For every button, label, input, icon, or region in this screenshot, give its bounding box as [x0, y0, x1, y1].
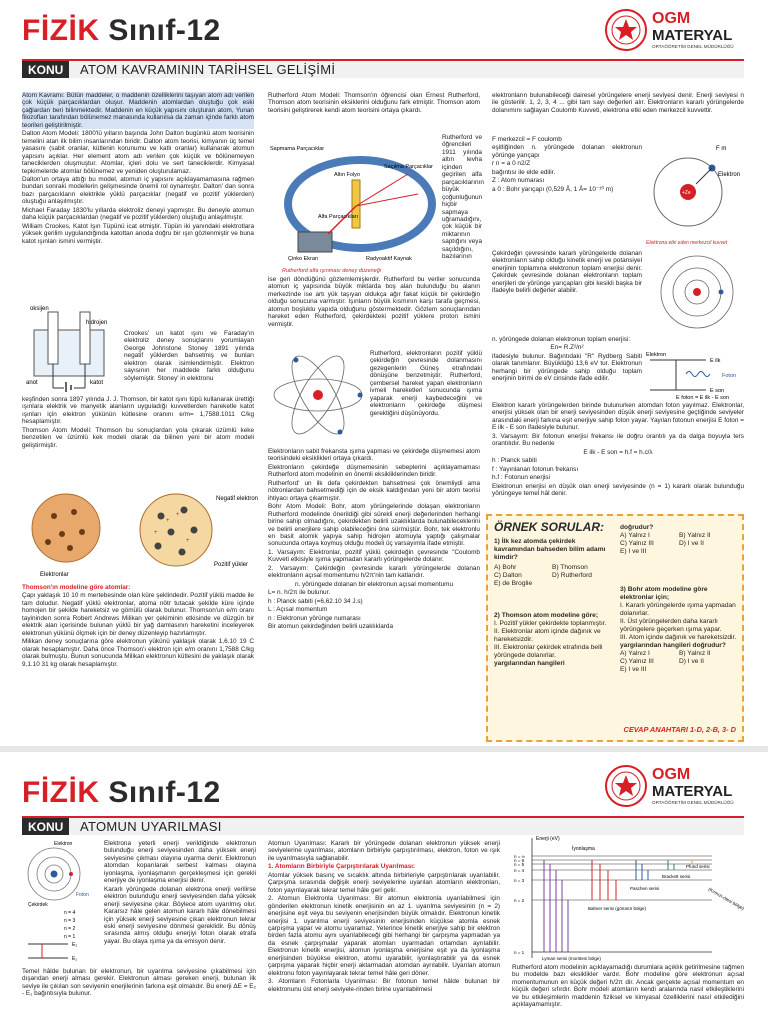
label-sapmama: Sapmama Parçacıklar — [270, 146, 325, 152]
level-1: n = 1 — [514, 950, 525, 955]
q2-dogrudur: doğrudur? — [620, 524, 654, 531]
level-4: n = 4 — [514, 868, 525, 873]
rutherford-experiment-figure — [268, 134, 440, 274]
rutherford-orbit-paragraph: Rutherford, elektronların pozitif yüklü çekirdeğin çevresinde dolanmasını gezegenlerin Güneş etrafındaki dönüşüne benzetmiştir. Rutherford, çembersel hareket yapan elektronların ivmeli hareketleri sonucunda ışıma yaparak enerji kaybedeceğini ve elektronların çekirdeğe düşmesi gerektiğini düşünüyordu. — [370, 350, 482, 417]
q3-option-a[interactable]: A) Yalnız I — [620, 650, 650, 657]
cekirdek-text: Rutherford' un ilk defa çekirdekten bahsetmesi çok önemliydi ama nötronlardan bahsetmediği için de eksik kaldığından yeni bir atom teorisi ihtiyacı ortaya çıkarmıştır. — [268, 479, 480, 502]
q2-item-1: I. Pozitif yükler çekirdekte toplanmıştır. — [494, 620, 607, 627]
radius-lead: eşitliğinden n. yörüngede dolanan elektronun yörünge yarıçapı — [492, 144, 642, 159]
page-2-seal-icon — [604, 764, 648, 808]
stoney-text: Crookes' un katot ışını ve Faraday'ın elektroliz deney sonuçlarını yorumlayan George Johnstone Stoney 1891 yılında negatif yüklerden bahsetmiş ve bunları elektron olarak isimlendirmiştir. Elektron sayısının her maddede farklı olduğunu söylemiştir. Stoney' in elektronu — [124, 330, 254, 382]
q3-item-2: II. Üst yörüngelerden daha kararlı yörüngelere geçerken ışıma yapar. — [620, 618, 722, 633]
title-subject: FİZİK — [22, 14, 100, 47]
radius-formula: r n = a 0 n2/Z — [492, 160, 531, 168]
question-3-options — [620, 650, 738, 674]
page-two — [0, 752, 768, 1024]
page-2-column-3 — [512, 964, 744, 1022]
excitation-paragraph: Elektrona yeterli enerji verildiğinde elektronun bulunduğu enerji seviyesinden daha yüksek enerji seviyesine çıkması olayına uyarma denir. Elektronun atomdan koparılarak serbest kalması olayına iyonlaşma, iyonlaşmanın gerçekleşmesi için gerekli enerjiye de iyonlaşma enerjisi denir. — [104, 840, 256, 885]
column-1-text — [22, 92, 254, 300]
question-2 — [494, 612, 610, 668]
label-anot: anot — [26, 380, 38, 386]
energy-lead: n. yörüngede dolanan elektronun toplam enerjisi: — [492, 336, 631, 343]
title-grade: Sınıf-12 — [99, 14, 221, 47]
bohr-radius-section — [492, 136, 642, 220]
page-2-title-subject: FİZİK — [22, 776, 100, 809]
page-2-column-1-bottom — [22, 968, 256, 1020]
radius-tail: bağıntısı ile elde edilir. — [492, 168, 556, 176]
q2-option-b[interactable]: B) Yalnız II — [679, 532, 711, 539]
label-e1: E₁ — [72, 956, 78, 962]
force-equality: F merkezcil = F coulomb — [492, 136, 562, 143]
frequency-def: f : Yayınlanan fotonun frekansı — [492, 465, 579, 473]
atom-excitation-paragraph: Atomun Uyarılması: Kararlı bir yörüngede dolanan elektronun yüksek enerji seviyelerine uyarılması, atomların birbiriyle çarpıştırılması, elektron, foton ve ışık ile uyarılmasıyla sağlanabilir. — [268, 840, 500, 862]
svg-text:+: + — [166, 518, 170, 524]
q3-option-c[interactable]: C) Yalnız III — [620, 658, 654, 665]
planck-def: h : Planck sabiti — [492, 457, 537, 465]
q2-option-d[interactable]: D) I ve II — [679, 540, 704, 547]
label-eson: E son — [710, 388, 725, 394]
question-1 — [494, 538, 610, 588]
centripetal-caption: Elektrona etki eden merkezcil kuvvet — [646, 240, 728, 246]
thomson-atoms-section — [22, 584, 254, 744]
label-cekirdek: Çekirdek — [28, 902, 48, 908]
ground-state-energy-paragraph: Temel hâlde bulunan bir elektronun, bir uyarılma seviyesine çıkabilmesi için dışarıdan enerji alması gerekir. Elektronun alması gereken enerji, bulunan ilk seviye ile çıkılan son seviyenin enerjilerinin farkına eşit olmalıdır. Bu enerji ΔE = E₂ - E₁ bağıntısıyla bulunur. — [22, 968, 256, 998]
q3-option-b[interactable]: B) Yalnız II — [679, 650, 711, 657]
bohr-varsayim-1: 1. Varsayım: Elektronlar, pozitif yüklü çekirdeğin çevresinde "Coulomb Kuvveti etkisiyle ışıma yapmadan kararlı yörüngelerde dolanır. — [268, 548, 480, 564]
page-2-title-grade: Sınıf-12 — [99, 776, 221, 809]
q1-option-a[interactable]: A) Bohr — [494, 564, 517, 571]
photon-emission-figure — [646, 350, 746, 400]
ministry-seal-icon — [604, 8, 648, 52]
electrolysis-figure — [24, 302, 120, 394]
label-n4: n = 4 — [64, 910, 76, 916]
infrared-label: (Kırmızı-ötesi bölge) — [707, 886, 746, 912]
rutherford-results-paragraph: ise geri döndüğünü gözlemlemişlerdir. Rutherford bu veriler sonucunda atomun iç yapısında büyük miktarda boş alan bulunduğu bu alanın merkezinde ise artı yük taşıyan oldukça ağır fakat küçük bir çekirdeğin olduğu sonucuna varmıştır. Işınların büyük kısmının karşı tarafa geçmesi, atomun boşluklu yapıda olduğunu göstermektedir. Gözlem sonuçlarından hareket eden Rutherford, çekirdekteki pozitif yüklere proton ismini vermiştir. — [268, 276, 480, 328]
thomson-em-paragraph: keşfinden sonra 1897 yılında J. J. Thomson, bir katot ışını tüpü kullanarak ürettiği ışınlara elektrik ve manyetik alanların uyguladığı kuvvetlerden hareketle katot ışınları için elektron yükünün kütlesine oranını e/m= 1,7588.1011 C/kg hesaplamıştır. — [22, 396, 254, 426]
brackett-label: Brackett serisi — [662, 874, 691, 879]
question-2-text: 2) Thomson atom modeline göre; — [494, 612, 599, 619]
pfund-label: Pfund serisi — [686, 864, 710, 869]
label-altin-folyo: Altın Folyo — [334, 172, 360, 178]
lyman-label: Lyman serisi (morötesi bölge) — [542, 956, 601, 961]
bohr-varsayim-2: 2. Varsayım: Çekirdeğin çevresinde kararlı yörüngelerde dolanan elektronların açısal momentumu h/2π'nin tam katlarıdır. — [268, 564, 480, 580]
q2-option-e[interactable]: E) I ve III — [620, 548, 647, 555]
page-2-logo-subtitle: ORTAÖĞRETİM GENEL MÜDÜRLÜĞÜ — [652, 800, 734, 805]
bohr-model-text: Bohr Atom Modeli: Bohr, atom yörüngelerinde dolaşan elektronların Rutherford modelinde önerildiği gibi sürekli enerji değerlerinden herhangi birine sahip olmadığını, çekirdekten belirli uzaklıklarda bulunabileceklerini ve belirli enerjilere sahip olabileceğini öne sürmüştür. Bohr, tek elektronlu en basit atomik yapıya sahip hidrojen atomuyla yaptığı çalışmalar sonucunda ortaya koymuş olduğu modeli üç varsayımla ifade etmiştir. — [268, 503, 480, 548]
rutherford-intro — [268, 92, 480, 130]
answer-key: CEVAP ANAHTARI 1-D, 2-B, 3- D — [623, 725, 736, 734]
q1-option-b[interactable]: B) Thomson — [552, 564, 588, 571]
logo-ogm: OGM — [652, 10, 691, 27]
plum-pudding-figure — [26, 486, 259, 578]
label-kaynak: Radyoaktif Kaynak — [366, 256, 412, 262]
label-foton: Foton — [722, 373, 737, 379]
q2-option-c[interactable]: C) Yalnız III — [620, 540, 654, 547]
label-nucleus: +Ze — [682, 190, 691, 196]
photon-formula: E foton = E ilk - E son — [676, 395, 730, 401]
page-2-logo-materyal: MATERYAL — [652, 783, 733, 800]
excitation-figure — [24, 840, 100, 964]
spectral-series-diagram — [512, 834, 744, 962]
label-foton-p2: Foton — [76, 892, 89, 898]
label-ekran: Çinko Ekran — [288, 256, 318, 262]
total-energy-paragraph: Çekirdeğin çevresinde kararlı yörüngelerde dolanan elektronların sahip olduğu kinetik enerji ve potansiyel enerjinin toplamına elektronun toplam enerjisi denir. Çekirdek çevresinde dolanan elektronların toplam enerjileri de yörünge yarıçapları gibi kesikli başka bir ifadeyle belirli değerler alabilir. — [492, 250, 642, 295]
balmer-label: Balmer serisi (görünür bölge) — [588, 906, 647, 911]
dalton-paragraph: Dalton Atom Modeli: 1800'lü yılların başında John Dalton bugünkü atom teorisinin temelini atan ilk bilim insanlarından biridir. Dalton atom teorisi, kimyanın üç temel yasasını (sabit oranlar, kütlenin korunumu ve katlı oranlar) kullanarak atomun yapısını açıklar. Her element atom adı verilen çok küçük ve bölünemeyen taneciklerden oluşmuştur. Atomlar, içleri dolu ve sert taneciklerdir. Kimyasal tepkimelerde atomlar bölünemez ve yeniden oluşturulamaz. — [22, 130, 254, 175]
rutherford-results — [268, 276, 480, 346]
question-1-options — [494, 564, 610, 588]
page-2-konu-label: KONU — [22, 818, 69, 835]
level-6: n = 6 — [514, 858, 525, 863]
q3-option-e[interactable]: E) I ve III — [620, 666, 647, 673]
bohr-varsayim-3: 3. Varsayım: Bir fotonun enerjisi frekansı ile doğru orantılı ya da dalga boyuyla ters orantılıdır. Bu nedenle — [492, 432, 744, 448]
logo-subtitle: ORTAÖĞRETİM GENEL MÜDÜRLÜĞÜ — [652, 44, 734, 49]
collision-heading: 1. Atomların Birbiriyle Çarpıştırılarak Uyarılması: — [268, 863, 416, 871]
label-hidrojen: hidrojen — [86, 320, 108, 326]
label-sacilma: Saçılma Parçacıklar — [384, 164, 433, 170]
label-elektronlar: Elektronlar — [40, 572, 69, 578]
example-questions-box — [486, 514, 744, 742]
question-3 — [620, 586, 738, 674]
emission-paragraph: Kararlı yörüngede dolanan elektrona enerji verilirse elektron bulunduğu enerji seviyesinden daha yüksek enerji seviyesine çıkar. Böylece atom uyarılmış olur. Kararsız hâle gelen atomun kararlı hâle dönebilmesi için yüksek enerji seviyesine çıkan elektronun tekrar eski enerji seviyesine dönmesi gereklidir. Bu dönüş sırasında almış olduğu enerjiyi foton olarak etrafa yayar. Bu olaya ışıma ya da emisyon denir. — [104, 885, 256, 945]
thomson-atoms-heading: Thomson'ın modeline göre atomlar: — [22, 584, 131, 591]
q3-item-1: I. Kararlı yörüngelerde ışıma yapmadan dolanırlar. — [620, 602, 736, 617]
eksiklik-text: Elektronların çekirdeğe düşmemesinin sebeplerini açıklayamaması Rutherford atom modelinin en önemli eksikliklerinden biridir. — [268, 463, 480, 479]
topic-title: ATOM KAVRAMININ TARİHSEL GELİŞİMİ — [80, 62, 336, 77]
svg-text:+: + — [186, 538, 190, 544]
topic-bar — [22, 59, 744, 78]
q2-option-a[interactable]: A) Yalnız I — [620, 532, 650, 539]
energy-axis-label: Enerji (eV) — [536, 836, 560, 842]
q2-item-2: II. Elektronlar atom içinde dağınık ve hareketsizdir. — [494, 628, 601, 643]
planck-constant-line: h : Planck sabiti (=6,62.10 34 J.s) — [268, 597, 363, 605]
stoney-paragraph — [124, 330, 254, 394]
angular-momentum-line: n. yörüngede dolanan bir elektronun açısal momentumu — [294, 580, 454, 588]
bohr-orbits-figure — [650, 252, 744, 332]
label-oksijen: oksijen — [30, 306, 49, 312]
angular-momentum-formula: L= n. h/2π ile bulunur. — [268, 589, 331, 597]
q3-item-3: III. Atom içinde dağınık ve hareketsizdir. — [620, 634, 737, 641]
label-electron: Elektron — [718, 172, 741, 178]
level-3: n = 3 — [514, 878, 525, 883]
label-negatif-elektron: Negatif elektron — [216, 496, 259, 502]
q1-option-d[interactable]: D) Rutherford — [552, 572, 592, 579]
photon-energy-formula: E ilk - E son = h.f = h.c/λ — [583, 448, 653, 456]
bohr-radius-def: a 0 : Bohr yarıçapı (0,529 Å, 1 Å= 10⁻¹⁰ m) — [492, 185, 614, 193]
label-eilk: E ilk — [710, 358, 721, 364]
photon-excitation-paragraph: 3. Atomların Fotonlarla Uyarılması: Bir fotonun temel hâlde bulunan bir elektronunu üst enerji seviyele-rinden birine uyarılabilmesi — [268, 978, 500, 993]
ogm-materyal-logo — [604, 8, 744, 54]
page-2-topic-bar — [22, 816, 744, 835]
orbit-number-def: n : Elektronun yörünge numarası — [268, 614, 361, 622]
question-2-options — [620, 532, 738, 556]
page-title — [22, 14, 221, 48]
energy-level-paragraph: elektronların bulunabileceği dairesel yörüngelere enerji seviyesi denir. Enerji seviyesi n ile gösterilir. 1, 2, 3, 4 ... gibi tam sayı değerleri alır. Elektronların kararlı yörüngelerde dolanımını sağlayan Coulomb Kuvveti, elektrona etki eden merkezcil kuvvettir. — [492, 92, 744, 114]
label-n2: n = 2 — [64, 926, 76, 932]
q2-tail: yargılarından hangileri — [494, 660, 565, 667]
rutherford-intro-text: Rutherford Atom Modeli: Thomson'ın öğrencisi olan Ernest Rutherford, Thomson atom teorisinin eksiklerini olduğunu fark etmiştir. Thomson atom teorisini geliştirerek kendi atom teorisini ortaya çıkardı. — [268, 92, 480, 114]
sabit-frekans-text: Elektronların sabit frekansta ışıma yapması ve çekirdeğe düşmemesi atom teorisindeki eksiklikleri ortaya çıkardı. — [268, 448, 480, 463]
electron-excitation-paragraph: 2. Atomun Elektronla Uyarılması: Bir atomun elektronla uyarılabilmesi için gönderilen elektronun kinetik enerjisinin en az 1. uyarılma seviyesinin (n = 2) enerjisine eşit veya bu seviyenin enerjisinden büyük olmalıdır. Elektronun kinetik enerjisi 1. uyarılma enerji seviyesinin enerjisinden küçükse atomla esnek çarpışma yapar ve atomu uyaramaz. Yeterince kinetik enerjiye sahip bir elektron birden fazla atomu aynı uyarılabileceği gibi herhangi bir çarpışma yapmadan ya da esnek çarpışmalar yaparak atomları uyarmadan ortamdan ayrılabilir. Elektronun kinetik enerjisi, atomun iyonlaşma enerjisine eşit ya da iyonlaşma enerjisinden büyükse elektron, atomu uyarabilir, iyonlaştırabilir ya da esnek çarpışma yaparak hiçbir enerji aktarmadan atomdan ayrılabilir. Uyarılan atomun elektronu foton yayınlayarak tekrar temel hâle geri döner. — [268, 895, 500, 977]
page-2-logo — [604, 764, 744, 810]
ground-state-paragraph: Elektronun enerjisi en düşük olan enerji seviyesinde (n = 1) kararlı olarak bulunduğu yörüngeye temel hâl denir. — [492, 482, 744, 497]
total-energy-section — [492, 250, 642, 332]
q3-tail: yargılarından hangileri doğrudur? — [620, 642, 726, 649]
photon-section — [492, 402, 744, 512]
svg-text:+: + — [176, 512, 180, 518]
label-alfa: Alfa Parçacıkları — [318, 214, 359, 220]
label-pozitif-yukler: Pozitif yükler — [214, 562, 249, 568]
q3-option-d[interactable]: D) I ve II — [679, 658, 704, 665]
collision-paragraph: Atomlar yüksek basınç ve sıcaklık altında birbirleriyle çarpıştırılarak uyarılabilir. Çarpışma sırasında değişik enerji seviyelerine uyarılan atomların elektronları, foton yayınlayarak tekrar temel hâle geri gelir. — [268, 871, 500, 894]
energy-formula: En= R.Z²/n² — [550, 344, 584, 352]
label-katot: katot — [90, 380, 104, 386]
question-2-options-block — [620, 524, 738, 556]
label-n1: n = 1 — [64, 934, 76, 940]
page-2-title — [22, 776, 221, 810]
rutherford-side-paragraph: Rutherford ve öğrencileri 1911 yılında altın levha içinden geçirilen alfa parçacıklarının büyük çoğunluğunun hiçbir sapmaya uğramadığını, çok küçük bir miktarının saptığını veya saçıldığını, bazılarının — [442, 134, 484, 261]
question-1-text: 1) İlk kez atomda çekirdek kavramından bahseden bilim adamı kimdir? — [494, 538, 606, 561]
level-5: n = 5 — [514, 862, 525, 867]
thomson-atoms-paragraph: Çapı yaklaşık 10 10 m mertebesinde olan küre şeklindedir. Pozitif yüklü madde ile tam doludur. Negatif yüklü elektronlar, atoma nötr tutacak şekilde küre içinde homojen bir şekilde hareketsiz ve gömülü olarak bulunur. Thomson'un e/m oranı tayininden sonra Robert Andrews Milikan yer çekiminin etkisinde ve düzgün bir elektrik alan içerisinde bulunan yüklü bir yağ damlasının hareketini inceleyerek elektronun yükünü ölçmek için bir deney düzenleyip hazırlamıştır. — [22, 592, 254, 637]
logo-materyal: MATERYAL — [652, 27, 733, 44]
atomic-number-def: Z : Atom numarası — [492, 177, 545, 185]
label-elektron-p2: Elektron — [54, 841, 73, 847]
centripetal-force-figure — [646, 136, 746, 248]
paschen-label: Paschen serisi — [630, 886, 660, 891]
svg-text:+: + — [154, 530, 158, 536]
faraday-paragraph: Michael Faraday 1830'lu yıllarda elektroliz deneyi yapmıştır. Bu deneyle atomun daha küçük parçacıklardan (negatif ve pozitif yüklerden) oluştuğu anlaşılmıştır. — [22, 206, 254, 222]
energy-formula-section — [492, 336, 642, 400]
milikan-paragraph: Milikan deney sonuçlarına göre elektronun yükünü yaklaşık olarak 1,6.10 19 C olarak hesaplamıştır. Daha önce Thomson'ı elektron için e/m oranını 1,7588 C/kg olarak bulmuştu. Bunun sonucunda Milikan elektronun kütlesini de yaklaşık olarak 9,1.10 31 kg olarak hesaplamıştır. — [22, 638, 254, 668]
thomson-paragraphs — [22, 396, 254, 488]
photon-paragraph: Elektron kararlı yörüngelerden birinde bulunurken atomdan foton yayılmaz. Elektronlar, enerjisi yüksek olan bir enerji seviyesinden düşük enerji seviyesine geçtiğinde seviyeler arasındaki enerji farkına eşit enerjiye sahip foton yayar. Yayılan fotonun enerjisi E foton = E ilk - E son ifadesiyle bulunur. — [492, 402, 744, 432]
q1-option-e[interactable]: E) de Broglie — [494, 580, 533, 587]
level-2: n = 2 — [514, 898, 525, 903]
dalton-followup-paragraph: Dalton'un ortaya attığı bu model, atomun iç yapısını açıklayamamasına rağmen bundan sonraki modellerin gelişmesinde önemli rol oynamıştır. Dalton' dan sonra bazı parçacıkların elektrikle yüklü parçacıklar (negatif ve pozitif yüklerden) oluştuğu anlaşılmıştır. — [22, 175, 254, 206]
rutherford-orbit-figure — [270, 350, 366, 440]
page-2-logo-ogm: OGM — [652, 766, 691, 783]
rutherford-caption: Rutherford alfa ışınması deney düzeneği — [282, 268, 382, 274]
label-elektron-photon: Elektron — [646, 352, 667, 358]
rydberg-paragraph: ifadesiyle bulunur. Bağıntıdaki "R" Rydberg Sabiti olarak tanımlanır. Büyüklüğü 13,6 eV tur. Elektronun herhangi bir yörüngede sahip olduğu toplam enerjinin birimi de eV cinsinde ifade edilir. — [492, 352, 642, 383]
label-fm: F m — [716, 146, 727, 152]
example-questions-header: ÖRNEK SORULAR: — [494, 520, 604, 534]
angular-momentum-def: L : Açısal momentum — [268, 606, 328, 614]
bohr-deficiency-paragraph: Rutherford atom modelinin açıklayamadığı durumlara açıklık getirilmesine rağmen bu modelde bazı eksiklikler vardır. Bohr modeline göre elektronun açısal momentumunun en küçük değeri h/2π dir. Ancak gerçekte açısal momentum en küçük değeri sıfırdır. Bohr modeli atomların kendi aralarında nasıl etkileştiklerini ve bu etkileşimlerin maddenin fiziksel ve kimyasal özelliklerini nasıl etkilediğini açıklayamamıştır. — [512, 964, 744, 1009]
level-inf: n = ∞ — [514, 854, 525, 859]
q2-item-3: III. Elektronlar çekirdek etrafında belli yörüngede dolanırlar. — [494, 644, 603, 659]
ionization-label: İyonlaşma — [572, 846, 595, 852]
label-e2: E₂ — [72, 942, 78, 948]
thomson-model-paragraph: Thomson Atom Modeli: Thomson bu sonuçlardan yola çıkarak üzümlü keke benzetilen ve üzümlü kek modeli olarak da bilinen yeni bir atom modeli geliştirmiştir. — [22, 426, 254, 449]
energy-level-section — [492, 92, 744, 134]
atom-concept-paragraph: Atom Kavramı: Bütün maddeler, o maddenin özelliklerini taşıyan atom adı verilen çok küçük parçacıklardan oluşur. Maddenin atomlardan oluştuğu çok eski çağlardan beri bilinmektedir. Maddenin en küçük yapısını oluşturan atom, Yunan filozofları tarafından bölünemez manasında kullanılsa da zaman içinde farklı atom teorileri geliştirilmiştir. — [22, 92, 254, 129]
page-2-column-2 — [268, 840, 500, 1020]
question-3-text: 3) Bohr atom modeline göre elektronlar için; — [620, 586, 708, 601]
photon-energy-def: h.f : Fotonun enerjisi — [492, 474, 550, 482]
bohr-model-section — [268, 448, 480, 744]
konu-label: KONU — [22, 61, 69, 78]
crookes-paragraph: William Crookes, Katot Işın Tüpünü icat etmiştir. Tüpün iki yanındaki elektrotlara yüksek gerilim uygulandığında katottan anoda doğru bir ışın gözlenmiştir ve buna katot ışınları ismini vermiştir. — [22, 222, 254, 245]
label-n3: n = 3 — [64, 918, 76, 924]
page-2-topic-title: ATOMUN UYARILMASI — [80, 819, 222, 834]
energy-level-lead: Bir atomun çekirdeğinden belirli uzaklıklarda — [268, 622, 394, 630]
q1-option-c[interactable]: C) Dalton — [494, 572, 522, 579]
rutherford-orbit-text — [370, 350, 482, 446]
